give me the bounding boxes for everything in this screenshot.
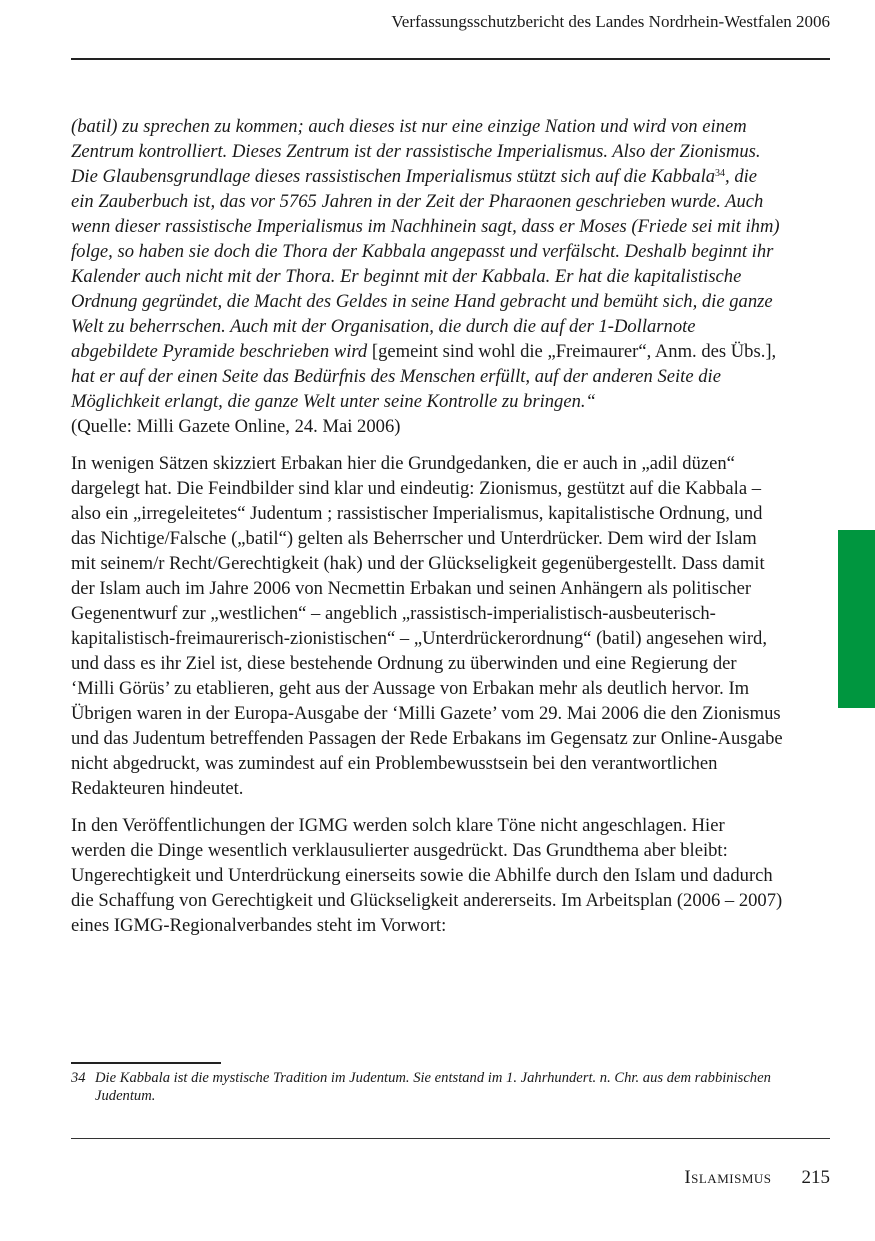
section-label: Islamismus bbox=[684, 1167, 772, 1188]
page-footer bbox=[684, 1167, 830, 1189]
main-text bbox=[71, 114, 783, 950]
editor-note: [gemeint sind wohl die „Freimaurer“, Anm. des Übs.], bbox=[367, 341, 777, 362]
paragraph: In den Veröffentlichungen der IGMG werden solch klare Töne nicht angeschlagen. Hier werden die Dinge wesentlich verklausulierter ausgedrückt. Das Grundthema aber bleibt: Ungerechtigkeit und Unterdrückung einerseits sowie die Abhilfe durch den Islam und dadurch die Schaffung von Gerechtigkeit und Glückseligkeit andererseits. Im Arbeitsplan (2006 – 2007) eines IGMG-Regionalverbandes steht im Vorwort: bbox=[71, 815, 783, 936]
footer-rule bbox=[71, 1138, 830, 1139]
quote-paragraph bbox=[71, 114, 783, 439]
header-rule bbox=[71, 58, 830, 60]
footnote-number: 34 bbox=[71, 1070, 86, 1086]
quote-text-part1: (batil) zu sprechen zu kommen; auch dieses ist nur eine einzige Nation und wird von einem Zentrum kontrolliert. Dieses Zentrum ist der rassistische Imperialismus. Also der Zionismus. Die Glaubensgrundlage dieses rassistischen Imperialismus stützt sich auf die Kabbala bbox=[71, 116, 761, 187]
page-number: 215 bbox=[801, 1167, 830, 1188]
quote-text-part3: hat er auf der einen Seite das Bedürfnis des Menschen erfüllt, auf der anderen Seite die Möglichkeit erlangt, die ganze Welt unter seine Kontrolle zu bringen.“ bbox=[71, 366, 721, 412]
footnote-text: Die Kabbala ist die mystische Tradition im Judentum. Sie entstand im 1. Jahrhundert. n. Chr. aus dem rabbinischen Judentum. bbox=[95, 1070, 771, 1104]
footnote bbox=[71, 1069, 786, 1105]
paragraph: In wenigen Sätzen skizziert Erbakan hier die Grundgedanken, die er auch in „adil düzen“ dargelegt hat. Die Feindbilder sind klar und eindeutig: Zionismus, gestützt auf die Kabbala – also ein „irregeleitetes“ Judentum ; rassistischer Imperialismus, kapitalistische Ordnung, und das Nichtige/Falsche („batil“) gelten als Beherrscher und Unterdrücker. Dem wird der Islam mit seinem/r Recht/Gerechtigkeit (hak) und der Glückseligkeit gegenübergestellt. Dass damit der Islam auch im Jahre 2006 von Necmettin Erbakan und seinen Anhängern als politischer Gegenentwurf zur „westlichen“ – angeblich „rassistisch-imperialistisch-ausbeuterisch-kapitalistisch-freimaurerisch-zionistischen“ – „Unterdrückerordnung“ (batil) angesehen wird, und dass es ihr Ziel ist, diese bestehende Ordnung zu überwinden und eine Regierung der ‘Milli Görüs’ zu etablieren, geht aus der Aussage von Erbakan mehr als deutlich hervor. Im Übrigen waren in der Europa-Ausgabe der ‘Milli Gazete’ vom 29. Mai 2006 die den Zionismus und das Judentum betreffenden Passagen der Rede Erbakans im Gegensatz zur Online-Ausgabe nicht abgedruckt, was zumindest auf ein Problembewusstsein bei den verantwortlichen Redakteuren hindeutet. bbox=[71, 453, 783, 799]
quote-source: (Quelle: Milli Gazete Online, 24. Mai 2006) bbox=[71, 416, 401, 437]
quote-text-part2: , die ein Zauberbuch ist, das vor 5765 Jahren in der Zeit der Pharaonen geschrieben wurde. Auch wenn dieser rassistische Imperialismus im Nachhinein sagt, dass er Moses (Friede sei mit ihm) folge, so haben sie doch die Thora der Kabbala angepasst und verfälscht. Deshalb beginnt ihr Kalender auch nicht mit der Thora. Er beginnt mit der Kabbala. Er hat die kapitalistische Ordnung gegründet, die Macht des Geldes in seine Hand gebracht und bemüht sich, die ganze Welt zu beherrschen. Auch mit der Organisation, die durch die auf der 1-Dollarnote abgebildete Pyramide beschrieben wird bbox=[71, 166, 780, 362]
footnote-rule bbox=[71, 1062, 221, 1064]
chapter-side-tab bbox=[838, 530, 875, 708]
footnote-reference: 34 bbox=[715, 168, 726, 179]
running-header: Verfassungsschutzbericht des Landes Nordrhein-Westfalen 2006 bbox=[391, 12, 830, 31]
